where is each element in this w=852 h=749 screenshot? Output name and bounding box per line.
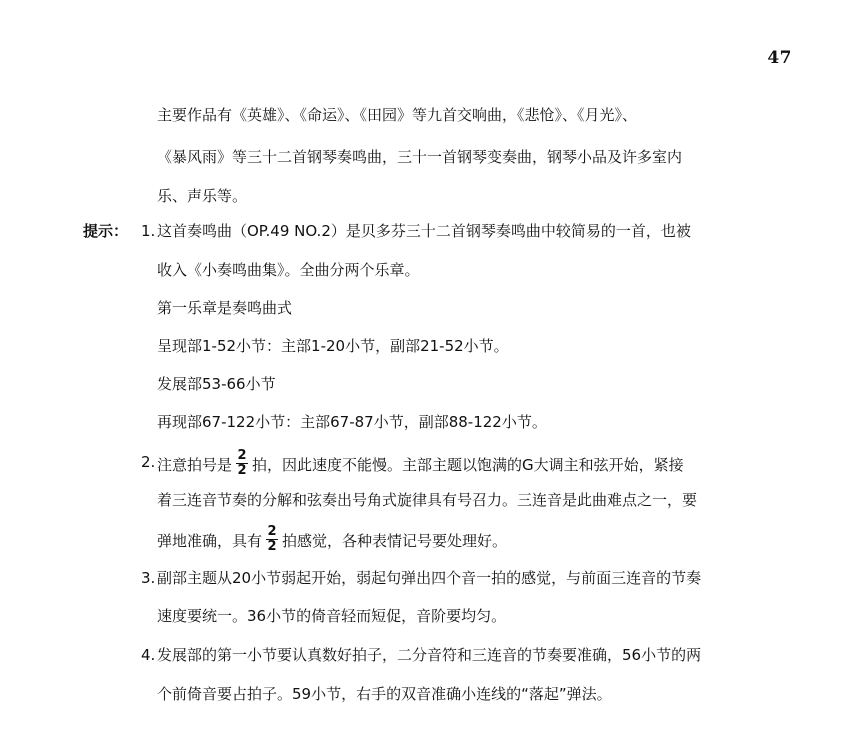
item-1-line-3: 第一乐章是奏鸣曲式: [157, 299, 293, 317]
item-2-line-1-pre: 注意拍号是: [157, 456, 233, 474]
time-signature-bottom: 2: [237, 463, 247, 478]
intro-line-2: 《暴风雨》等三十二首钢琴奏鸣曲，三十一首钢琴变奏曲，钢琴小品及许多室内: [157, 148, 683, 166]
item-3-line-1: 副部主题从20小节弱起开始，弱起句弹出四个音一拍的感觉，与前面三连音的节奏: [157, 569, 702, 587]
time-signature-2: [266, 526, 278, 553]
item-3-number: 3.: [141, 569, 156, 587]
item-3-line-2: 速度要统一。36小节的倚音轻而短促，音阶要均匀。: [157, 607, 507, 625]
item-1-line-2: 收入《小奏鸣曲集》。全曲分两个乐章。: [157, 261, 420, 279]
time-signature: [236, 450, 248, 477]
item-1-number: 1.: [141, 222, 156, 240]
item-2-line-3: [157, 524, 508, 555]
item-1-line-1: 这首奏鸣曲（OP.49 NO.2）是贝多芬三十二首钢琴奏鸣曲中较简易的一首，也被: [157, 222, 691, 240]
item-1-line-5: 发展部53-66小节: [157, 375, 276, 393]
item-2-line-1: [157, 448, 684, 479]
intro-line-1: 主要作品有《英雄》、《命运》、《田园》等九首交响曲，《悲怆》、《月光》、: [157, 106, 638, 124]
time-signature-top: 2: [237, 448, 247, 463]
intro-line-3: 乐、声乐等。: [157, 187, 248, 205]
item-4-line-1: 发展部的第一小节要认真数好拍子，二分音符和三连音的节奏要准确，56小节的两: [157, 646, 702, 664]
item-2-line-2: 着三连音节奏的分解和弦奏出号角式旋律具有号召力。三连音是此曲难点之一，要: [157, 491, 698, 509]
item-1-line-4: 呈现部1-52小节：主部1-20小节，副部21-52小节。: [157, 337, 509, 355]
item-2-line-1-post: 拍，因此速度不能慢。主部主题以饱满的G大调主和弦开始，紧接: [252, 456, 684, 474]
item-2-number: 2.: [141, 453, 156, 471]
item-1-line-6: 再现部67-122小节：主部67-87小节，副部88-122小节。: [157, 413, 547, 431]
item-4-line-2: 个前倚音要占拍子。59小节，右手的双音准确小连线的“落起”弹法。: [157, 685, 612, 703]
time-signature-2-bottom: 2: [267, 539, 277, 554]
item-2-line-3-post: 拍感觉，各种表情记号要处理好。: [282, 532, 508, 550]
item-4-number: 4.: [141, 646, 156, 664]
page-number: 47: [767, 48, 792, 68]
item-2-line-3-pre: 弹地准确，具有: [157, 532, 263, 550]
time-signature-2-top: 2: [267, 524, 277, 539]
hint-label: 提示：: [83, 222, 129, 240]
